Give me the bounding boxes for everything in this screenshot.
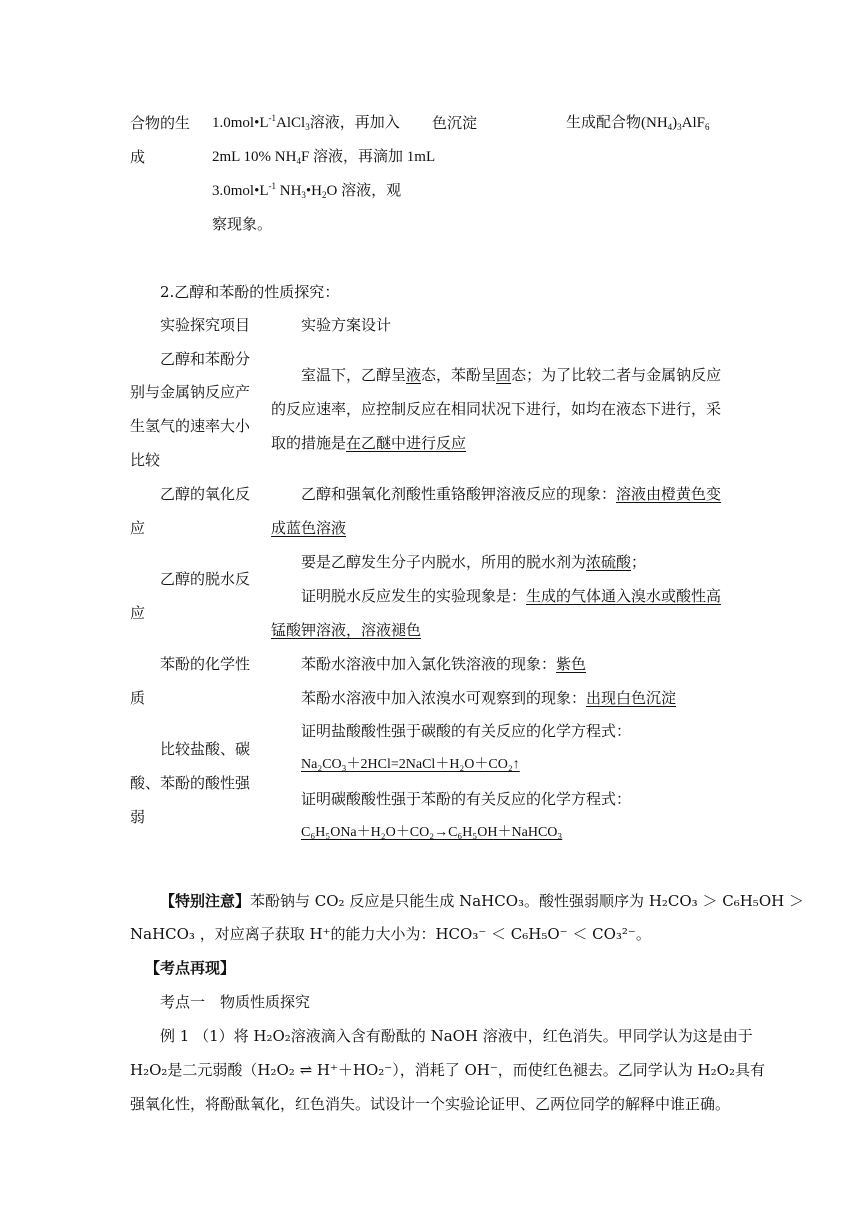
answer-blank: 溶液由橙黄色变 <box>616 485 722 503</box>
design-line: 的反应速率，应控制反应在相同状况下进行，如均在液态下进行，采 <box>271 400 722 418</box>
design-line: 证明盐酸酸性强于碳酸的有关反应的化学方程式： <box>301 722 632 740</box>
subscript: 3 <box>305 122 310 132</box>
example-line: H₂O₂是二元弱酸（H₂O₂ ⇌ H⁺＋HO₂⁻），消耗了 OH⁻，而使红色褪去。乙同学认为 H₂O₂具有 <box>130 1061 765 1079</box>
text-span: ) <box>672 115 678 131</box>
text-span: 生成配合物(NH <box>566 115 668 131</box>
procedure-line <box>212 113 400 133</box>
answer-blank: 成蓝色溶液 <box>271 519 347 537</box>
superscript: -1 <box>268 181 276 191</box>
exam-point-heading: 考点一 物质性质探究 <box>160 993 311 1011</box>
answer-blank: 在乙醚中进行反应 <box>346 434 467 452</box>
text-span: •H <box>305 183 323 199</box>
text-span: F 溶液，再滴加 1mL <box>300 149 436 165</box>
text-span: 苯酚水溶液中加入氯化铁溶液的现象： <box>301 655 557 673</box>
design-line <box>301 688 676 708</box>
design-line <box>301 552 646 572</box>
answer-blank: 浓硫酸 <box>586 553 632 571</box>
design-line <box>301 654 586 674</box>
note-label: 【特别注意】 <box>160 892 251 910</box>
item-cell-line: 生氢气的速率大小 <box>130 417 251 435</box>
procedure-line: 察现象。 <box>212 215 273 233</box>
answer-blank: 生成的气体通入溴水或酸性高 <box>526 587 722 605</box>
design-line: 证明碳酸酸性强于苯酚的有关反应的化学方程式： <box>301 790 632 808</box>
item-cell-line: 合物的生 <box>130 114 191 132</box>
text-span: NH <box>276 183 302 199</box>
answer-blank: 固 <box>496 366 512 384</box>
item-cell-line: 比较 <box>130 451 161 469</box>
text-span: 态；为了比较二者与金属钠反应 <box>511 366 722 384</box>
item-cell-line: 成 <box>130 148 146 166</box>
text-span: 2mL 10% NH <box>212 149 297 165</box>
design-line <box>301 484 721 504</box>
text-span: 1.0mol•L <box>212 115 269 131</box>
special-note-line: NaHCO₃ ，对应离子获取 H⁺的能力大小为：HCO₃⁻ ＜ C₆H₅O⁻ ＜ CO₃²⁻。 <box>130 925 651 943</box>
design-line <box>301 365 721 385</box>
item-cell-line: 弱 <box>130 808 146 826</box>
design-line <box>301 586 721 606</box>
example-line: 例 1 （1）将 H₂O₂溶液滴入含有酚酞的 NaOH 溶液中，红色消失。甲同学认为这是由于 <box>160 1027 753 1045</box>
answer-blank: 紫色 <box>556 655 587 673</box>
text-span: O 溶液，观 <box>326 183 402 199</box>
subscript: 2 <box>322 190 327 200</box>
item-cell-line: 别与金属钠反应产 <box>130 383 251 401</box>
text-span: 溶液，再加入 <box>309 115 400 131</box>
subscript: 4 <box>296 156 301 166</box>
subscript: 4 <box>667 122 673 132</box>
subscript: 6 <box>705 122 710 132</box>
text-span: AlCl <box>276 115 306 131</box>
text-span: 乙醇和强氧化剂酸性重铬酸钾溶液反应的现象： <box>301 485 617 503</box>
text-span: 取的措施是 <box>271 434 347 452</box>
procedure-line <box>212 147 435 167</box>
example-line: 强氧化性，将酚酞氧化，红色消失。试设计一个实验论证甲、乙两位同学的解释中谁正确。 <box>130 1095 731 1113</box>
text-span: 要是乙醇发生分子内脱水，所用的脱水剂为 <box>301 553 587 571</box>
answer-blank: 液 <box>406 366 422 384</box>
superscript: -1 <box>268 113 276 123</box>
item-cell-line: 乙醇和苯酚分 <box>160 350 251 368</box>
phenomenon-cell: 色沉淀 <box>432 114 478 132</box>
text-span: 态，苯酚呈 <box>421 366 497 384</box>
item-cell-line: 乙醇的脱水反 <box>160 570 251 588</box>
exam-heading: 【考点再现】 <box>145 959 236 977</box>
design-line <box>271 518 346 538</box>
section-heading: 2.乙醇和苯酚的性质探究： <box>160 283 340 301</box>
text-span: 苯酚水溶液中加入浓溴水可观察到的现象： <box>301 689 587 707</box>
answer-blank: 出现白色沉淀 <box>586 689 677 707</box>
equation-hcl: Na₂CO₃＋2HCl=2NaCl＋H₂O＋CO₂↑ <box>301 757 520 772</box>
column-header-design: 实验方案设计 <box>301 316 392 334</box>
design-line <box>271 433 466 453</box>
text-span: 苯酚钠与 CO₂ 反应是只能生成 NaHCO₃。酸性强弱顺序为 H₂CO₃ ＞ C₆H₅OH ＞ <box>250 892 804 910</box>
item-cell-line: 质 <box>130 689 146 707</box>
item-cell-line: 酸、苯酚的酸性强 <box>130 774 251 792</box>
text-span: 证明脱水反应发生的实验现象是： <box>301 587 527 605</box>
conclusion-cell <box>566 113 710 133</box>
equation-phenol: C₆H₅ONa＋H₂O＋CO₂→C₆H₅OH＋NaHCO₃ <box>301 825 563 840</box>
design-line <box>271 620 421 640</box>
text-span: 室温下，乙醇呈 <box>301 366 407 384</box>
text-span: AlF <box>681 115 706 131</box>
item-cell-line: 比较盐酸、碳 <box>160 740 251 758</box>
procedure-line <box>212 181 401 201</box>
text-span: 3.0mol•L <box>212 183 269 199</box>
column-header-item: 实验探究项目 <box>160 316 251 334</box>
item-cell-line: 乙醇的氧化反 <box>160 485 251 503</box>
item-cell-line: 苯酚的化学性 <box>160 655 251 673</box>
special-note-line <box>160 891 804 911</box>
item-cell-line: 应 <box>130 519 146 537</box>
subscript: 3 <box>301 190 306 200</box>
item-cell-line: 应 <box>130 604 146 622</box>
subscript: 3 <box>677 122 682 132</box>
text-span: ； <box>631 553 647 571</box>
answer-blank: 锰酸钾溶液，溶液褪色 <box>271 621 422 639</box>
